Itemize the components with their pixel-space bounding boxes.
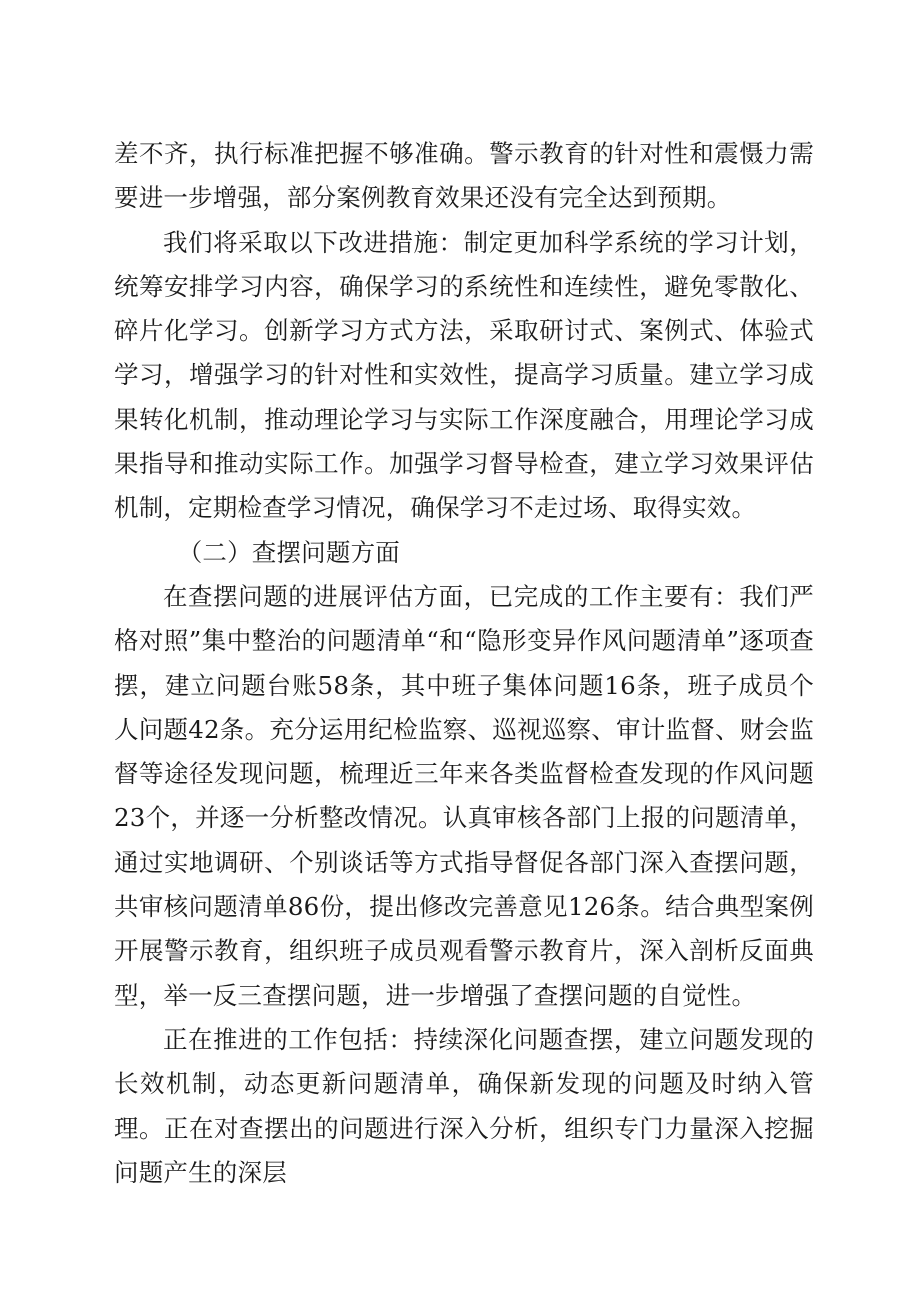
document-body [114, 132, 814, 1195]
paragraph-progress-assessment: 在查摆问题的进展评估方面，已完成的工作主要有：我们严格对照”集中整治的问题清单“和“隐形变异作风问题清单”逐项查摆，建立问题台账58条，其中班子集体问题16条，班子成员个人问题42条。充分运用纪检监察、巡视巡察、审计监督、财会监督等途径发现问题，梳理近三年来各类监督检查发现的作风问题23个，并逐一分析整改情况。认真审核各部门上报的问题清单，通过实地调研、个别谈话等方式指导督促各部门深入查摆问题，共审核问题清单86份，提出修改完善意见126条。结合典型案例开展警示教育，组织班子成员观看警示教育片，深入剖析反面典型，举一反三查摆问题，进一步增强了查摆问题的自觉性。 [114, 581, 814, 1010]
paragraph-improvement-measures: 我们将采取以下改进措施：制定更加科学系统的学习计划，统筹安排学习内容，确保学习的系统性和连续性，避免零散化、碎片化学习。创新学习方式方法，采取研讨式、案例式、体验式学习，增强学习的针对性和实效性，提高学习质量。建立学习成果转化机制，推动理论学习与实际工作深度融合，用理论学习成果指导和推动实际工作。加强学习督导检查，建立学习效果评估机制，定期检查学习情况，确保学习不走过场、取得实效。 [114, 227, 814, 523]
paragraph-continuation: 差不齐，执行标准把握不够准确。警示教育的针对性和震慑力需要进一步增强，部分案例教育效果还没有完全达到预期。 [114, 139, 814, 213]
paragraph-ongoing-work: 正在推进的工作包括：持续深化问题查摆，建立问题发现的长效机制，动态更新问题清单，确保新发现的问题及时纳入管理。正在对查摆出的问题进行深入分析，组织专门力量深入挖掘问题产生的深层 [114, 1024, 814, 1187]
section-heading: （二）查摆问题方面 [177, 537, 400, 567]
